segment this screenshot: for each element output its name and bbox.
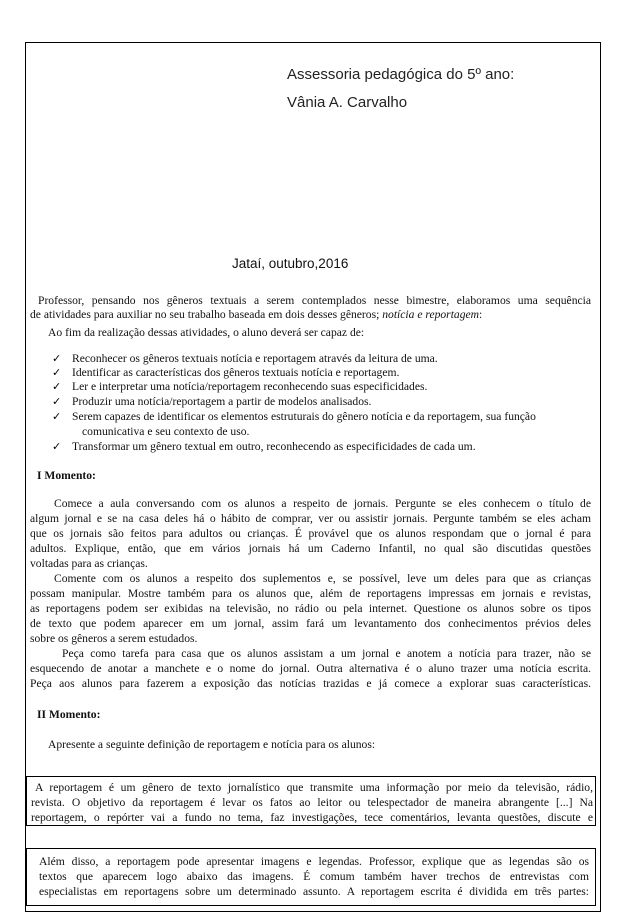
checkmark-icon: ✓ bbox=[52, 353, 62, 365]
moment-2-intro: Apresente a seguinte definição de reportagem e notícia para os alunos: bbox=[48, 738, 376, 751]
definition-box: A reportagem é um gênero de texto jornalístico que transmite uma informação por meio da televisão, rádio, revista. O objetivo da reportagem é levar os fatos ao leitor ou telespectador de maneira abrangente [...] Na reportagem, o repórter vai a fundo no tema, faz investigações, tece comentários, levanta questões, discute e bbox=[26, 776, 596, 826]
intro-line-2: de atividades para auxiliar no seu trabalho baseada em dois desses gêneros; notícia e reportagem: bbox=[30, 308, 483, 321]
objective-item: Transformar um gênero textual em outro, reconhecendo as especificidades de cada um. bbox=[72, 440, 476, 453]
objective-item-continued: comunicativa e seu contexto de uso. bbox=[82, 425, 250, 438]
moment-1-title: I Momento: bbox=[37, 469, 96, 482]
objective-item: Identificar as características dos gêneros textuais notícia e reportagem. bbox=[72, 366, 400, 379]
objective-item: Reconhecer os gêneros textuais notícia e reportagem através da leitura de uma. bbox=[72, 352, 438, 365]
checkmark-icon: ✓ bbox=[52, 367, 62, 379]
moment-2-title: II Momento: bbox=[37, 708, 101, 721]
objective-item: Produzir uma notícia/reportagem a partir de modelos analisados. bbox=[72, 395, 372, 408]
goal-intro: Ao fim da realização dessas atividades, o aluno deverá ser capaz de: bbox=[48, 326, 365, 339]
header-title: Assessoria pedagógica do 5º ano: bbox=[287, 66, 515, 83]
genres-emphasis: notícia e reportagem bbox=[382, 308, 480, 321]
objective-item: Serem capazes de identificar os elementos estruturais do gênero notícia e da reportagem, sua função bbox=[72, 410, 536, 423]
objective-item: Ler e interpretar uma notícia/reportagem reconhecendo suas especificidades. bbox=[72, 380, 428, 393]
checkmark-icon: ✓ bbox=[52, 396, 62, 408]
header-author: Vânia A. Carvalho bbox=[287, 94, 408, 111]
intro-line-1: Professor, pensando nos gêneros textuais a serem contemplados nesse bimestre, elaboramos uma sequência bbox=[38, 294, 591, 307]
place-date: Jataí, outubro,2016 bbox=[232, 256, 349, 271]
checkmark-icon: ✓ bbox=[52, 381, 62, 393]
checkmark-icon: ✓ bbox=[52, 411, 62, 423]
continuation-box: Além disso, a reportagem pode apresentar imagens e legendas. Professor, explique que as legendas são os textos que aparecem logo abaixo das imagens. É comum também haver trechos de entrevistas com especialistas em reportagens sobre um determinado assunto. A reportagem escrita é dividida em três partes: bbox=[26, 848, 596, 906]
checkmark-icon: ✓ bbox=[52, 441, 62, 453]
